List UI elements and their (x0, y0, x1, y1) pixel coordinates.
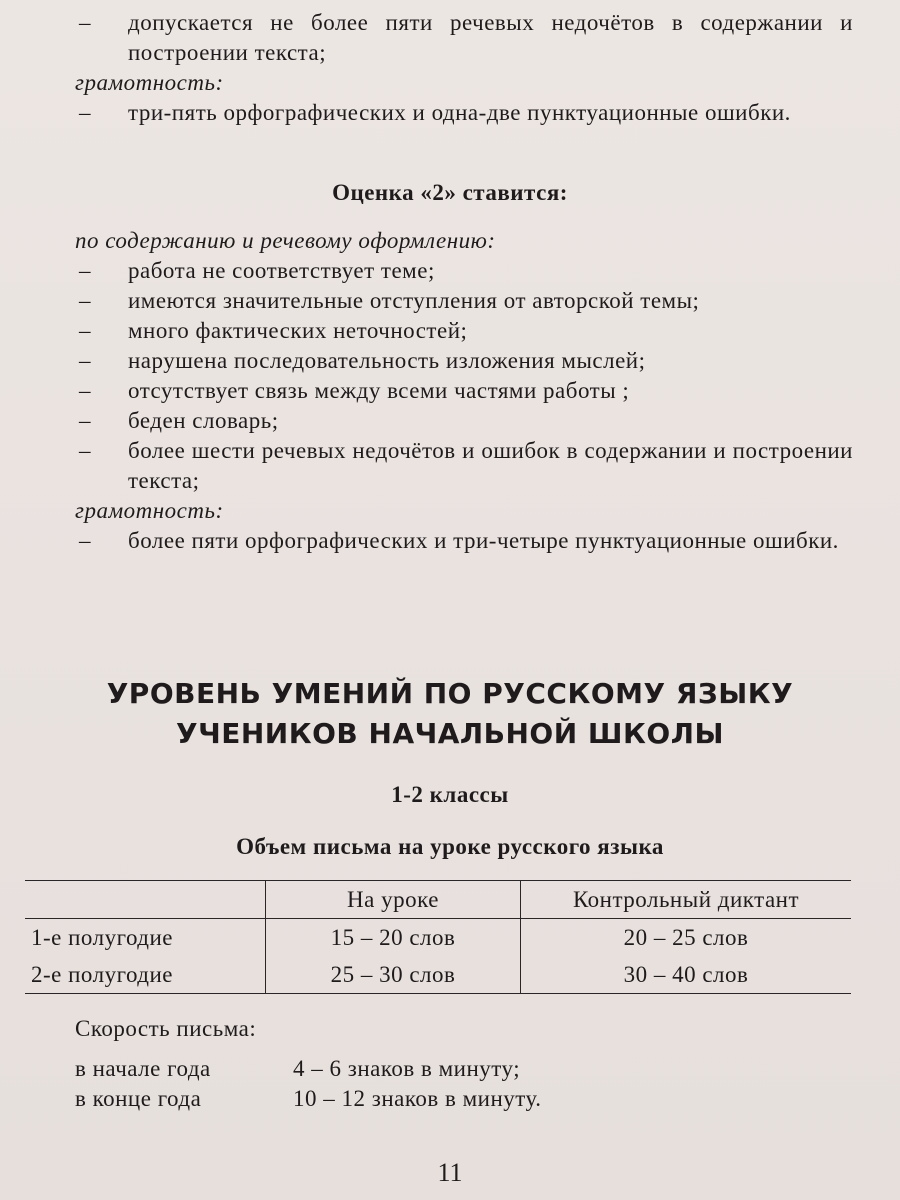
list-item-text: имеются значительные отступления от авторской темы; (128, 288, 700, 313)
list-dash: – (79, 348, 91, 373)
section-title-line1: УРОВЕНЬ УМЕНИЙ ПО РУССКОМУ ЯЗЫКУ (106, 677, 794, 710)
list-dash: – (79, 100, 91, 125)
grade2-heading-wrap (0, 180, 900, 206)
grades-heading-wrap (0, 782, 900, 808)
list-dash: – (79, 318, 91, 343)
list-item-text: допускается не более пяти речевых недочётов в содержании и построении текста; (128, 10, 853, 65)
list-item (75, 98, 853, 128)
list-item (75, 346, 853, 376)
list-item (75, 526, 853, 556)
list-item-text: более пяти орфографических и три-четыре пунктуационные ошибки. (128, 528, 839, 553)
top-list (75, 8, 853, 68)
speed-label: Скорость письма: (75, 1016, 257, 1041)
speed-row-label: в конце года (75, 1086, 202, 1111)
table-cell: 2-е полугодие (31, 961, 174, 987)
table-cell: 15 – 20 слов (266, 919, 521, 957)
grade2-heading: Оценка «2» ставится: (332, 180, 568, 205)
content-label: по содержанию и речевому оформлению: (75, 228, 496, 253)
speed-row-value: 10 – 12 знаков в минуту. (293, 1086, 542, 1111)
list-dash: – (79, 438, 91, 463)
writing-volume-table (25, 880, 851, 994)
table-header-cell (25, 881, 266, 919)
list-dash: – (79, 288, 91, 313)
list-dash: – (79, 528, 91, 553)
table-header-row (25, 881, 851, 919)
list-item-text: более шести речевых недочётов и ошибок в содержании и построении текста; (128, 438, 853, 493)
list-item (75, 436, 853, 496)
section-title-line2: УЧЕНИКОВ НАЧАЛЬНОЙ ШКОЛЫ (176, 717, 724, 750)
list-item (75, 376, 853, 406)
list-dash: – (79, 408, 91, 433)
table-cell: 25 – 30 слов (266, 956, 521, 994)
table-cell: 1-е полугодие (31, 924, 174, 950)
list-item-text: нарушена последовательность изложения мыслей; (128, 348, 646, 373)
table-cell: 30 – 40 слов (521, 956, 852, 994)
list-dash: – (79, 378, 91, 403)
list-item-text: три-пять орфографических и одна-две пунктуационные ошибки. (128, 100, 791, 125)
table-title: Объем письма на уроке русского языка (236, 834, 664, 859)
list-item (75, 406, 853, 436)
table-cell: 20 – 25 слов (521, 919, 852, 957)
grades-heading: 1-2 классы (391, 782, 509, 807)
literacy-label: грамотность: (75, 498, 224, 523)
list-item (75, 8, 853, 68)
table-title-wrap (0, 834, 900, 860)
list-item-text: работа не соответствует теме; (128, 258, 435, 283)
list-dash: – (79, 258, 91, 283)
table-row (25, 919, 851, 957)
list-item (75, 316, 853, 346)
list-item (75, 286, 853, 316)
literacy-label: грамотность: (75, 70, 224, 95)
list-item-text: много фактических неточностей; (128, 318, 468, 343)
list-item-text: отсутствует связь между всеми частями работы ; (128, 378, 630, 403)
page-number: 11 (437, 1158, 463, 1187)
speed-row (75, 1084, 541, 1114)
content-block (75, 226, 853, 556)
table-row (25, 956, 851, 994)
literacy-block-1 (75, 68, 853, 128)
list-dash: – (79, 10, 91, 35)
list-item (75, 256, 853, 286)
table-header-cell: На уроке (266, 881, 521, 919)
list-item-text: беден словарь; (128, 408, 279, 433)
speed-row-label: в начале года (75, 1056, 211, 1081)
table-header-cell: Контрольный диктант (521, 881, 852, 919)
speed-row-value: 4 – 6 знаков в минуту; (293, 1056, 521, 1081)
speed-row (75, 1054, 520, 1084)
